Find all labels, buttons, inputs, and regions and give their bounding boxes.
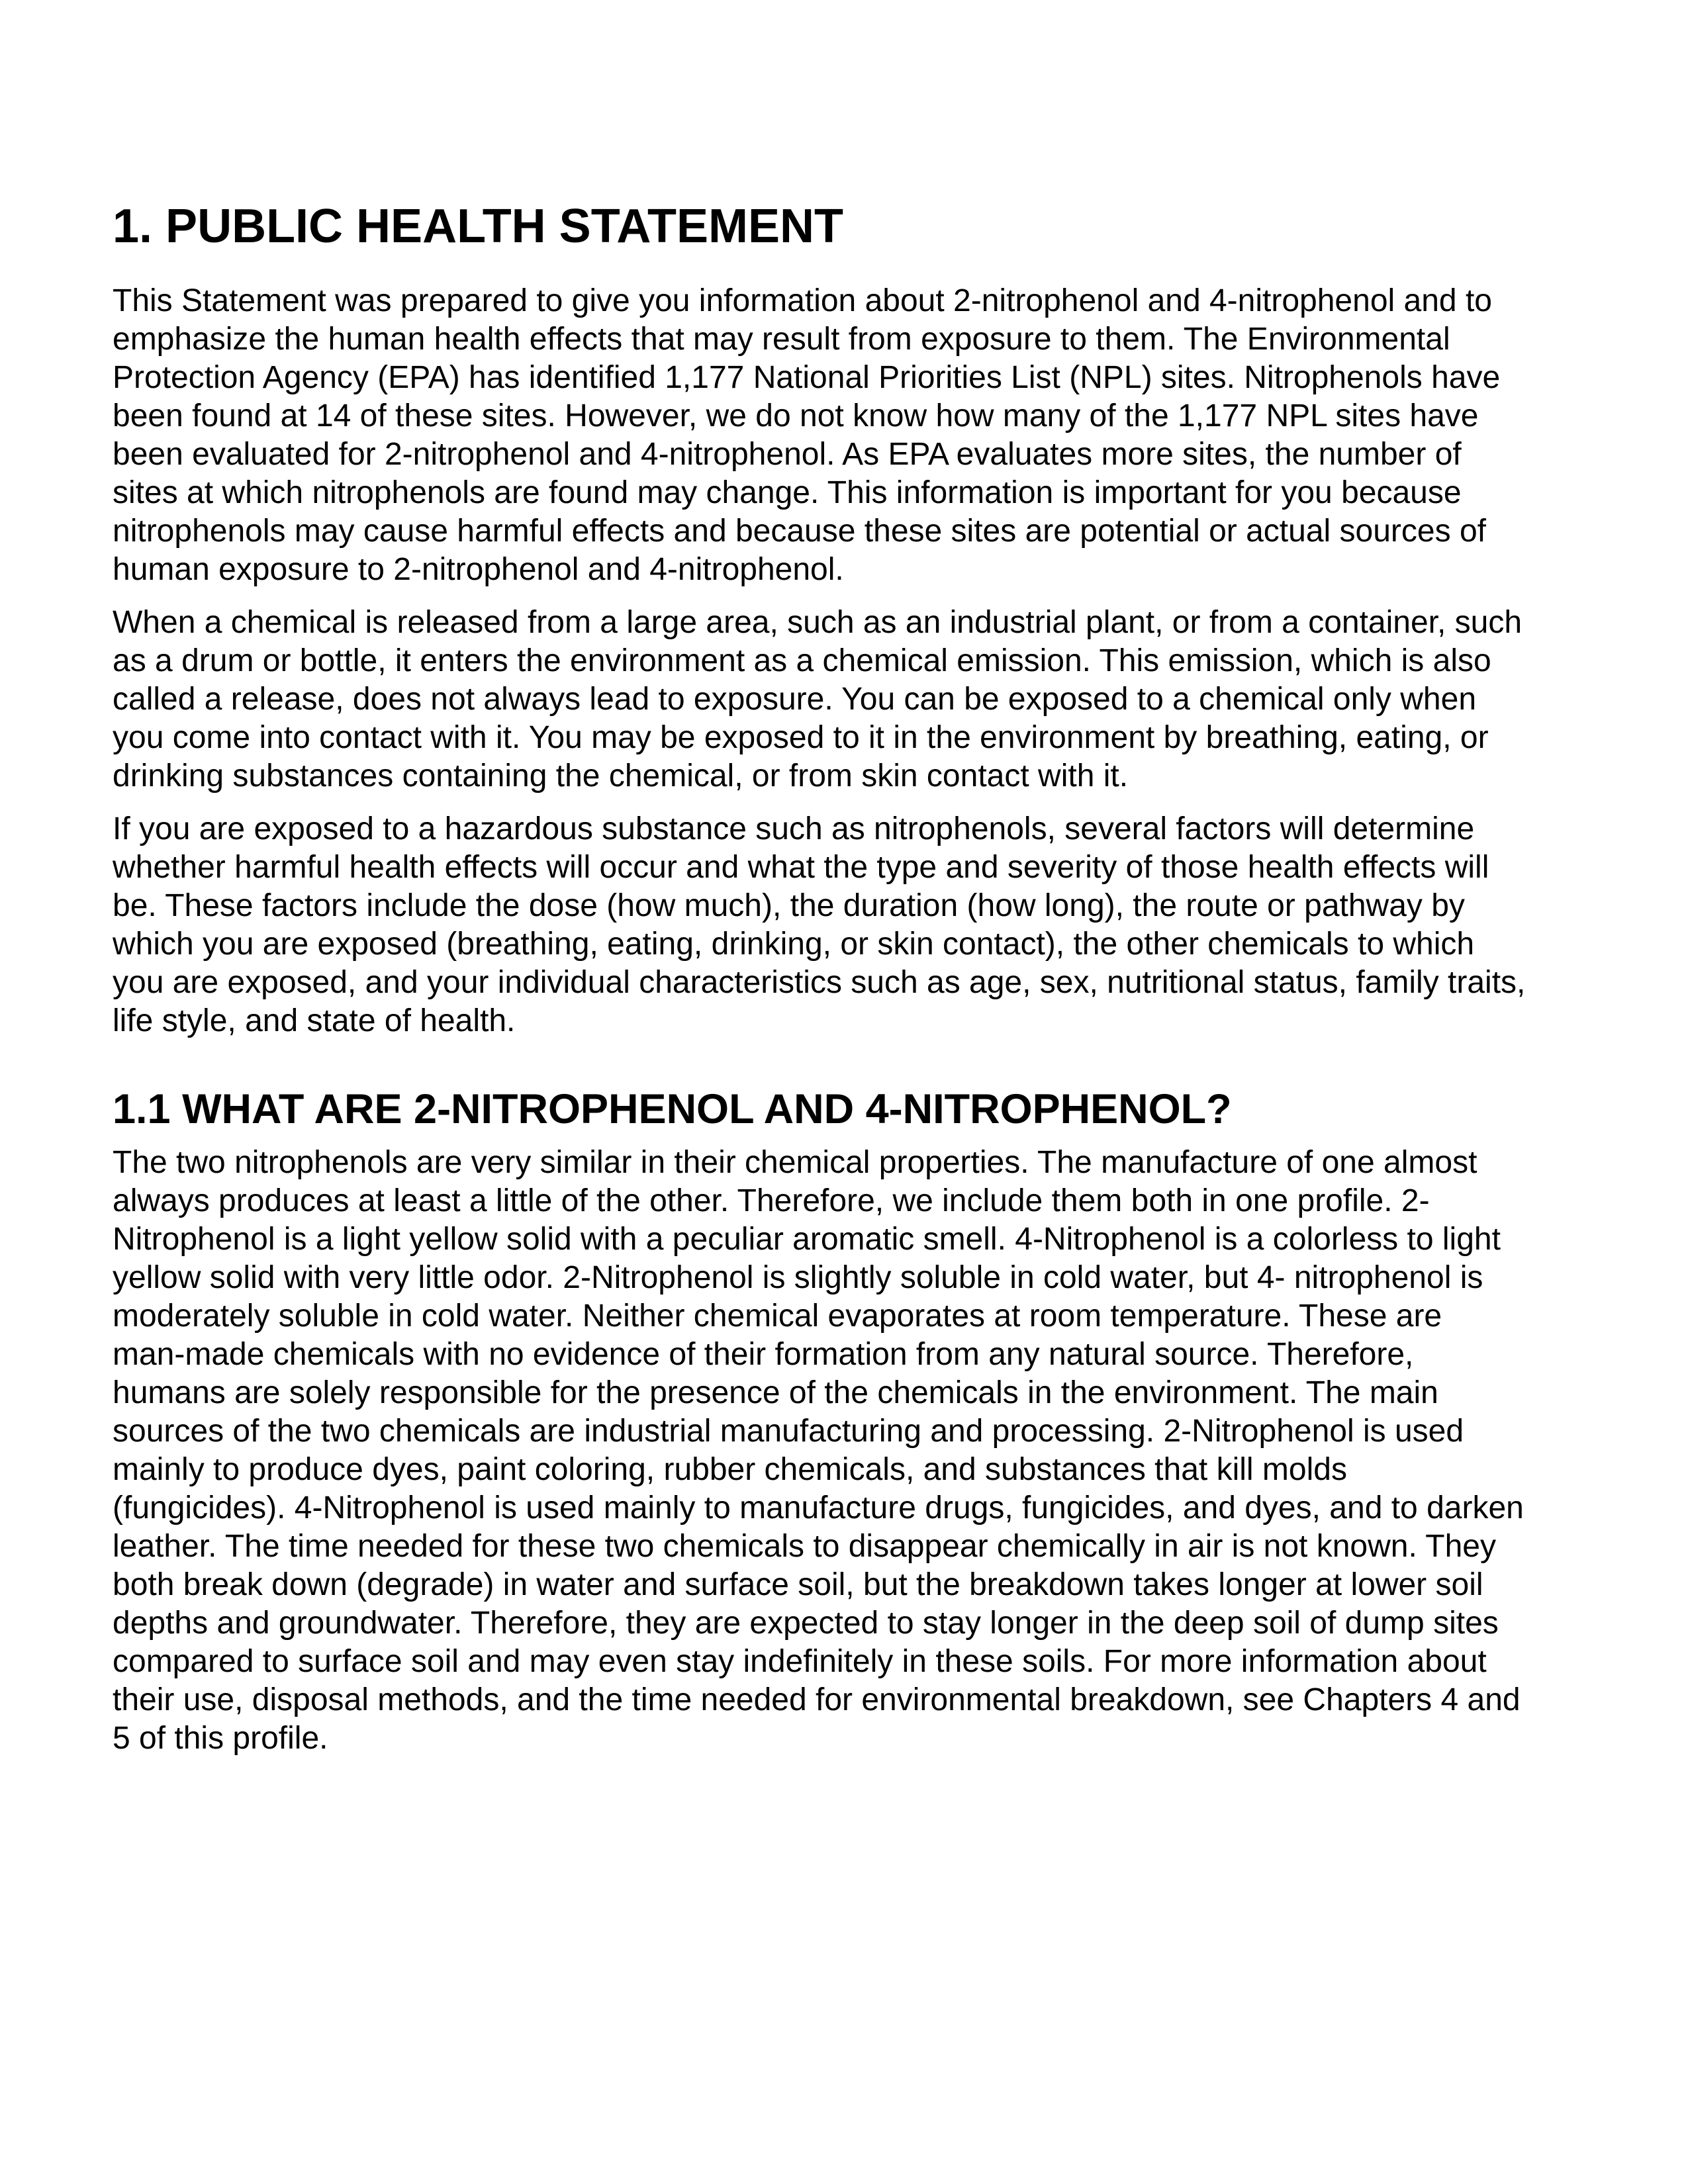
paragraph-line: whether harmful health effects will occur and what the type and severity of those health effects will bbox=[113, 850, 1489, 885]
paragraph-line: Protection Agency (EPA) has identified 1,177 National Priorities List (NPL) sites. Nitrophenols have bbox=[113, 360, 1501, 395]
paragraph-line: emphasize the human health effects that may result from exposure to them. The Environmental bbox=[113, 322, 1450, 357]
paragraph-line: sites at which nitrophenols are found may change. This information is important for you because bbox=[113, 475, 1462, 510]
paragraph-line: 5 of this profile. bbox=[113, 1721, 328, 1756]
paragraph-line: called a release, does not always lead to exposure. You can be exposed to a chemical only when bbox=[113, 682, 1477, 717]
paragraph-line: Nitrophenol is a light yellow solid with a peculiar aromatic smell. 4-Nitrophenol is a colorless to light bbox=[113, 1222, 1501, 1257]
body-paragraph bbox=[113, 810, 1595, 1040]
paragraph-line: humans are solely responsible for the presence of the chemicals in the environment. The main bbox=[113, 1375, 1438, 1410]
paragraph-line: When a chemical is released from a large area, such as an industrial plant, or from a container, such bbox=[113, 605, 1523, 640]
paragraph-line: as a drum or bottle, it enters the environment as a chemical emission. This emission, which is also bbox=[113, 643, 1491, 678]
subsection-heading: 1.1 WHAT ARE 2-NITROPHENOL AND 4-NITROPHENOL? bbox=[113, 1086, 1232, 1132]
paragraph-line: both break down (degrade) in water and surface soil, but the breakdown takes longer at lower soil bbox=[113, 1567, 1483, 1602]
paragraph-line: moderately soluble in cold water. Neither chemical evaporates at room temperature. These are bbox=[113, 1298, 1442, 1334]
paragraph-line: human exposure to 2-nitrophenol and 4-nitrophenol. bbox=[113, 552, 844, 587]
paragraph-line: been evaluated for 2-nitrophenol and 4-nitrophenol. As EPA evaluates more sites, the number of bbox=[113, 437, 1462, 472]
document-page bbox=[113, 199, 1595, 1772]
paragraph-line: which you are exposed (breathing, eating, drinking, or skin contact), the other chemicals to which bbox=[113, 927, 1475, 962]
paragraph-line: their use, disposal methods, and the time needed for environmental breakdown, see Chapters 4 and bbox=[113, 1682, 1521, 1717]
paragraph-line: The two nitrophenols are very similar in their chemical properties. The manufacture of one almost bbox=[113, 1145, 1477, 1180]
paragraph-line: nitrophenols may cause harmful effects and because these sites are potential or actual sources of bbox=[113, 514, 1486, 549]
section-body bbox=[113, 282, 1595, 1040]
paragraph-line: sources of the two chemicals are industrial manufacturing and processing. 2-Nitrophenol is used bbox=[113, 1414, 1464, 1449]
subsection-body bbox=[113, 1144, 1595, 1758]
paragraph-line: (fungicides). 4-Nitrophenol is used mainly to manufacture drugs, fungicides, and dyes, and to darken bbox=[113, 1490, 1524, 1525]
paragraph-line: compared to surface soil and may even stay indefinitely in these soils. For more information about bbox=[113, 1644, 1487, 1679]
paragraph-line: been found at 14 of these sites. However, we do not know how many of the 1,177 NPL sites have bbox=[113, 398, 1479, 433]
paragraph-line: yellow solid with very little odor. 2-Nitrophenol is slightly soluble in cold water, but 4- nitrophenol is bbox=[113, 1260, 1483, 1295]
paragraph-line: you come into contact with it. You may be exposed to it in the environment by breathing, eating, or bbox=[113, 720, 1489, 755]
paragraph-line: man-made chemicals with no evidence of their formation from any natural source. Therefore, bbox=[113, 1337, 1414, 1372]
paragraph-line: This Statement was prepared to give you information about 2-nitrophenol and 4-nitrophenol and to bbox=[113, 283, 1492, 318]
paragraph-line: you are exposed, and your individual characteristics such as age, sex, nutritional status, family traits, bbox=[113, 965, 1526, 1000]
body-paragraph bbox=[113, 1144, 1595, 1758]
paragraph-line: leather. The time needed for these two chemicals to disappear chemically in air is not known. They bbox=[113, 1529, 1496, 1564]
body-paragraph bbox=[113, 604, 1595, 796]
paragraph-line: life style, and state of health. bbox=[113, 1003, 516, 1038]
paragraph-line: depths and groundwater. Therefore, they are expected to stay longer in the deep soil of dump sites bbox=[113, 1606, 1499, 1641]
paragraph-line: be. These factors include the dose (how much), the duration (how long), the route or pathway by bbox=[113, 888, 1465, 923]
paragraph-line: drinking substances containing the chemical, or from skin contact with it. bbox=[113, 758, 1129, 794]
section-heading: 1. PUBLIC HEALTH STATEMENT bbox=[113, 200, 843, 253]
section-spacer bbox=[113, 1055, 1595, 1084]
paragraph-line: always produces at least a little of the other. Therefore, we include them both in one profile. 2- bbox=[113, 1183, 1430, 1218]
body-paragraph bbox=[113, 282, 1595, 589]
paragraph-line: If you are exposed to a hazardous substance such as nitrophenols, several factors will determine bbox=[113, 811, 1475, 846]
paragraph-line: mainly to produce dyes, paint coloring, rubber chemicals, and substances that kill molds bbox=[113, 1452, 1347, 1487]
